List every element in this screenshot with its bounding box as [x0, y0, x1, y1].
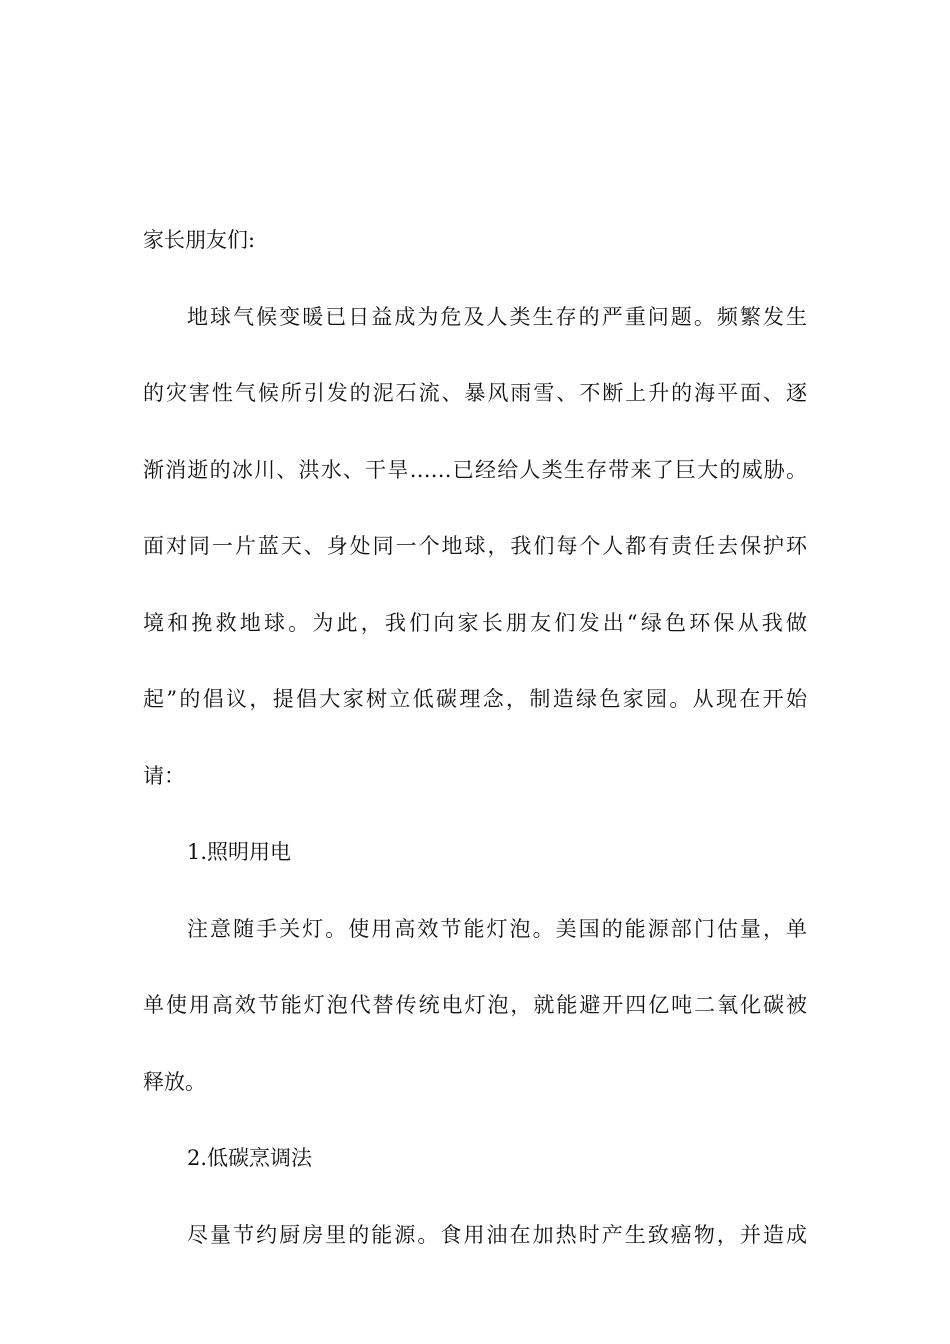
section-line-4: 尽量节约厨房里的能源。食用油在加热时产生致癌物，并造成	[187, 1222, 807, 1247]
section-line-3: 释放。	[143, 1069, 206, 1094]
paragraph-line-1: 地球气候变暖已日益成为危及人类生存的严重问题。频繁发生	[187, 304, 807, 329]
section-heading-lighting: 1.照明用电	[187, 840, 292, 864]
section-line-2: 单使用高效节能灯泡代替传统电灯泡，就能避开四亿吨二氧化碳被	[143, 993, 807, 1017]
section-line-1: 注意随手关灯。使用高效节能灯泡。美国的能源部门估量，单	[187, 916, 807, 941]
paragraph-line-6: 起”的倡议，提倡大家树立低碳理念，制造绿色家园。从现在开始	[143, 687, 807, 711]
section-heading-cooking: 2.低碳烹调法	[187, 1146, 313, 1170]
document-body	[143, 202, 823, 1273]
paragraph-line-7: 请：	[143, 763, 185, 788]
greeting-line: 家长朋友们:	[143, 228, 256, 252]
paragraph-line-3: 渐消逝的冰川、洪水、干旱……已经给人类生存带来了巨大的威胁。	[143, 457, 807, 482]
paragraph-line-2: 的灾害性气候所引发的泥石流、暴风雨雪、不断上升的海平面、逐	[143, 381, 807, 405]
paragraph-line-4: 面对同一片蓝天、身处同一个地球，我们每个人都有责任去保护环	[143, 534, 807, 558]
paragraph-line-5: 境和挽救地球。为此，我们向家长朋友们发出“绿色环保从我做	[143, 610, 807, 635]
